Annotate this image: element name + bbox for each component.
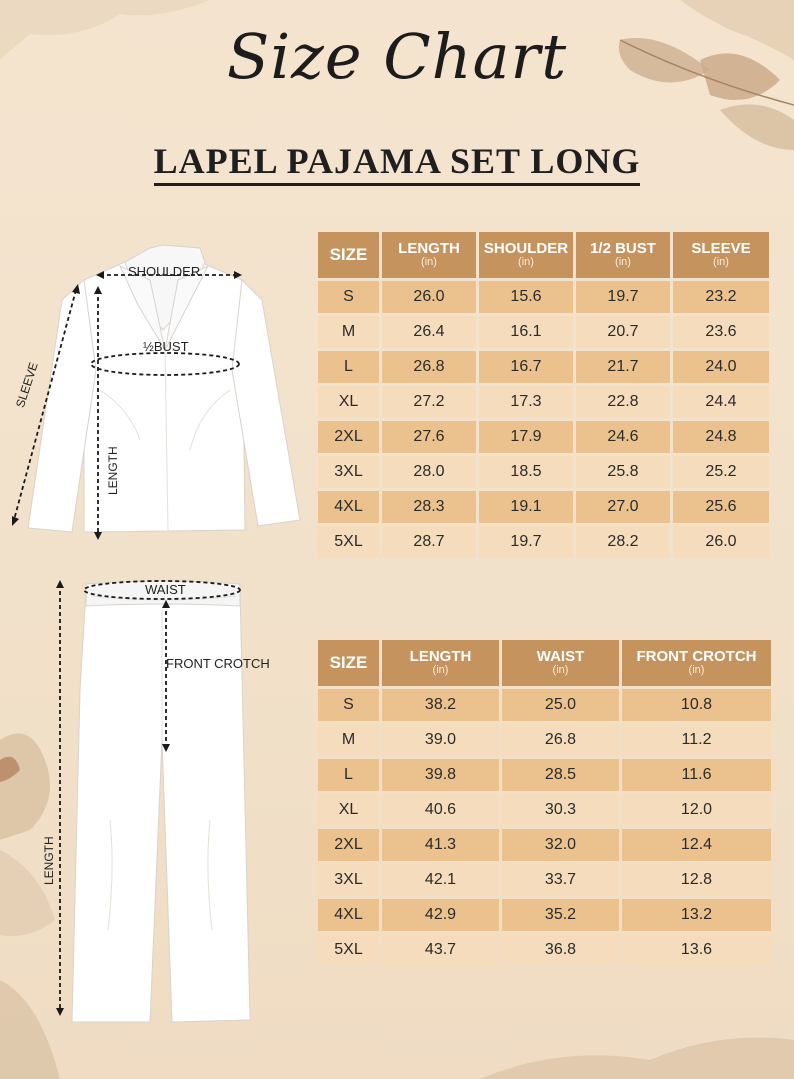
table-row xyxy=(318,759,771,791)
value-cell: 12.8 xyxy=(622,864,771,896)
value-cell: 40.6 xyxy=(382,794,499,826)
table-row xyxy=(318,386,769,418)
value-cell: 23.6 xyxy=(673,316,769,348)
value-cell: 24.6 xyxy=(576,421,670,453)
size-header: SIZE xyxy=(318,640,379,686)
size-cell: 5XL xyxy=(318,526,379,558)
value-cell: 33.7 xyxy=(502,864,619,896)
pants-length-label: LENGTH xyxy=(42,836,56,885)
value-cell: 42.9 xyxy=(382,899,499,931)
column-header: SHOULDER (in) xyxy=(479,232,573,278)
table-row xyxy=(318,316,769,348)
table-row xyxy=(318,934,771,966)
value-cell: 13.6 xyxy=(622,934,771,966)
value-cell: 19.7 xyxy=(479,526,573,558)
shoulder-label: SHOULDER xyxy=(128,264,201,279)
value-cell: 24.8 xyxy=(673,421,769,453)
value-cell: 39.0 xyxy=(382,724,499,756)
value-cell: 21.7 xyxy=(576,351,670,383)
table-row xyxy=(318,421,769,453)
size-cell: 4XL xyxy=(318,491,379,523)
value-cell: 24.4 xyxy=(673,386,769,418)
size-cell: XL xyxy=(318,794,379,826)
value-cell: 28.2 xyxy=(576,526,670,558)
table-row xyxy=(318,864,771,896)
value-cell: 28.7 xyxy=(382,526,476,558)
value-cell: 30.3 xyxy=(502,794,619,826)
page-title: Size Chart xyxy=(226,20,568,93)
shirt-illustration xyxy=(0,240,310,550)
size-cell: 2XL xyxy=(318,421,379,453)
size-cell: 3XL xyxy=(318,864,379,896)
value-cell: 35.2 xyxy=(502,899,619,931)
column-header: WAIST (in) xyxy=(502,640,619,686)
value-cell: 15.6 xyxy=(479,281,573,313)
table-row xyxy=(318,794,771,826)
value-cell: 25.2 xyxy=(673,456,769,488)
size-header: SIZE xyxy=(318,232,379,278)
value-cell: 16.7 xyxy=(479,351,573,383)
bottom-size-table xyxy=(315,637,774,969)
pants-illustration xyxy=(0,570,310,1050)
front-crotch-label: FRONT CROTCH xyxy=(166,656,270,671)
size-cell: L xyxy=(318,759,379,791)
value-cell: 11.6 xyxy=(622,759,771,791)
value-cell: 17.9 xyxy=(479,421,573,453)
value-cell: 22.8 xyxy=(576,386,670,418)
size-cell: L xyxy=(318,351,379,383)
value-cell: 13.2 xyxy=(622,899,771,931)
value-cell: 41.3 xyxy=(382,829,499,861)
page-subtitle: LAPEL PAJAMA SET LONG xyxy=(0,140,794,182)
value-cell: 43.7 xyxy=(382,934,499,966)
value-cell: 19.7 xyxy=(576,281,670,313)
value-cell: 36.8 xyxy=(502,934,619,966)
value-cell: 10.8 xyxy=(622,689,771,721)
table-row xyxy=(318,526,769,558)
value-cell: 26.0 xyxy=(673,526,769,558)
value-cell: 27.0 xyxy=(576,491,670,523)
waist-label: WAIST xyxy=(145,582,186,597)
sleeve-label: SLEEVE xyxy=(13,360,41,410)
size-cell: 2XL xyxy=(318,829,379,861)
value-cell: 25.8 xyxy=(576,456,670,488)
size-cell: M xyxy=(318,724,379,756)
column-header: LENGTH (in) xyxy=(382,640,499,686)
size-cell: 4XL xyxy=(318,899,379,931)
column-header: 1/2 BUST (in) xyxy=(576,232,670,278)
value-cell: 23.2 xyxy=(673,281,769,313)
value-cell: 32.0 xyxy=(502,829,619,861)
value-cell: 24.0 xyxy=(673,351,769,383)
table-row xyxy=(318,351,769,383)
table-row xyxy=(318,899,771,931)
column-header: LENGTH (in) xyxy=(382,232,476,278)
column-header: FRONT CROTCH (in) xyxy=(622,640,771,686)
size-cell: 3XL xyxy=(318,456,379,488)
value-cell: 18.5 xyxy=(479,456,573,488)
size-cell: S xyxy=(318,281,379,313)
table-row xyxy=(318,689,771,721)
bust-label: ½BUST xyxy=(143,339,189,354)
value-cell: 16.1 xyxy=(479,316,573,348)
column-header: SLEEVE (in) xyxy=(673,232,769,278)
value-cell: 28.5 xyxy=(502,759,619,791)
size-cell: S xyxy=(318,689,379,721)
size-cell: M xyxy=(318,316,379,348)
value-cell: 26.8 xyxy=(382,351,476,383)
paper-decoration-bottom-right xyxy=(480,1020,794,1079)
value-cell: 11.2 xyxy=(622,724,771,756)
size-cell: XL xyxy=(318,386,379,418)
value-cell: 39.8 xyxy=(382,759,499,791)
value-cell: 25.0 xyxy=(502,689,619,721)
size-cell: 5XL xyxy=(318,934,379,966)
value-cell: 26.0 xyxy=(382,281,476,313)
value-cell: 28.0 xyxy=(382,456,476,488)
shirt-length-label: LENGTH xyxy=(106,446,120,495)
top-table-header-row xyxy=(318,232,769,278)
top-size-table xyxy=(315,229,772,561)
value-cell: 26.4 xyxy=(382,316,476,348)
table-row xyxy=(318,829,771,861)
value-cell: 12.4 xyxy=(622,829,771,861)
table-row xyxy=(318,724,771,756)
value-cell: 25.6 xyxy=(673,491,769,523)
value-cell: 27.6 xyxy=(382,421,476,453)
value-cell: 38.2 xyxy=(382,689,499,721)
value-cell: 28.3 xyxy=(382,491,476,523)
table-row xyxy=(318,281,769,313)
value-cell: 20.7 xyxy=(576,316,670,348)
value-cell: 26.8 xyxy=(502,724,619,756)
table-row xyxy=(318,456,769,488)
value-cell: 42.1 xyxy=(382,864,499,896)
value-cell: 19.1 xyxy=(479,491,573,523)
value-cell: 27.2 xyxy=(382,386,476,418)
value-cell: 17.3 xyxy=(479,386,573,418)
table-row xyxy=(318,491,769,523)
bottom-table-header-row xyxy=(318,640,771,686)
value-cell: 12.0 xyxy=(622,794,771,826)
